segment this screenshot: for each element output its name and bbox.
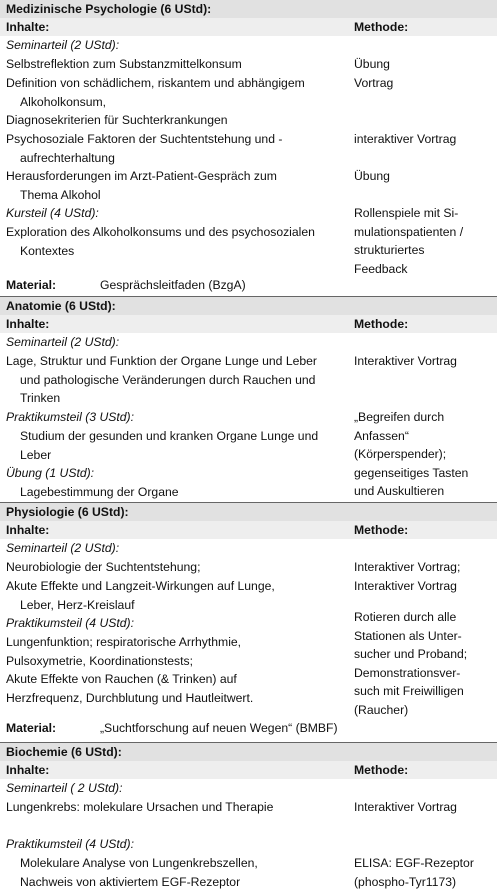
subsection-label: Praktikumsteil (3 UStd): bbox=[6, 410, 134, 424]
subsection-label: Seminarteil (2 UStd): bbox=[6, 541, 120, 555]
method-item: Interaktiver Vortrag bbox=[354, 354, 457, 368]
method-item: Interaktiver Vortrag bbox=[354, 579, 457, 593]
content-item: Psychosoziale Faktoren der Suchtentstehung und -aufrechterhaltung bbox=[6, 132, 283, 165]
content-item: Exploration des Alkoholkonsums und des psychosozialen Kontextes bbox=[6, 225, 315, 258]
material-value: „Suchtforschung auf neuen Wegen“ (BMBF) bbox=[100, 721, 338, 735]
method-item: Rollenspiele mit Si- mulationspatienten / strukturiertes Feedback bbox=[354, 206, 464, 276]
method-item: „Begreifen durch Anfassen“ (Körperspender); gegenseitiges Tasten und Auskultieren bbox=[354, 410, 469, 498]
content-item: Lage, Struktur und Funktion der Organe Lunge und Leber und pathologische Veränderungen durch Rauchen und Trinken bbox=[6, 354, 317, 405]
column-headers bbox=[0, 761, 497, 779]
content-item: Definition von schädlichem, riskantem und abhängigem Alkoholkonsum, bbox=[6, 76, 305, 109]
subsection-label: Praktikumsteil (4 UStd): bbox=[6, 837, 134, 851]
col-header-methode: Methode: bbox=[354, 523, 409, 537]
material-label: Material: bbox=[6, 721, 57, 735]
section-anatomie bbox=[0, 296, 497, 502]
subsection-label: Seminarteil (2 UStd): bbox=[6, 38, 120, 52]
method-item: Vortrag bbox=[354, 76, 394, 90]
material-label: Material: bbox=[6, 278, 57, 292]
column-headers bbox=[0, 315, 497, 333]
material-value: Gesprächsleitfaden (BzgA) bbox=[100, 278, 246, 292]
method-item: Rotieren durch alle Stationen als Unter- sucher und Proband; Demonstrationsver- such mit Freiwilligen (Raucher) bbox=[354, 610, 468, 717]
col-header-inhalte: Inhalte: bbox=[6, 20, 50, 34]
method-item: Übung bbox=[354, 57, 390, 71]
subsection-label: Seminarteil ( 2 UStd): bbox=[6, 781, 123, 795]
col-header-methode: Methode: bbox=[354, 763, 409, 777]
section-title: Medizinische Psychologie (6 UStd): bbox=[0, 0, 497, 18]
section-biochemie bbox=[0, 742, 497, 889]
method-item: Interaktiver Vortrag; bbox=[354, 560, 461, 574]
content-item: Herausforderungen im Arzt-Patient-Gespräch zum Thema Alkohol bbox=[6, 169, 277, 202]
column-headers bbox=[0, 521, 497, 539]
content-item: Lungenkrebs: molekulare Ursachen und Therapie bbox=[6, 800, 274, 814]
col-header-inhalte: Inhalte: bbox=[6, 523, 50, 537]
column-headers bbox=[0, 18, 497, 36]
content-item: Molekulare Analyse von Lungenkrebszellen, Nachweis von aktiviertem EGF-Rezeptor bbox=[20, 856, 258, 889]
col-header-inhalte: Inhalte: bbox=[6, 317, 50, 331]
subsection-label: Kursteil (4 UStd): bbox=[6, 206, 99, 220]
content-item: Lungenfunktion; respiratorische Arrhythmie, Pulsoxymetrie, Koordinationstests; Akute Effekte von Rauchen (& Trinken) auf Herzfrequenz, Durchblutung und Hautleitwert. bbox=[6, 635, 254, 705]
method-item: Übung bbox=[354, 169, 390, 183]
content-item: Selbstreflektion zum Substanzmittelkonsum bbox=[6, 57, 242, 71]
method-item: Interaktiver Vortrag bbox=[354, 800, 457, 814]
section-title: Biochemie (6 UStd): bbox=[0, 742, 497, 761]
content-item: Studium der gesunden und kranken Organe Lunge und Leber bbox=[20, 429, 319, 462]
content-item: Neurobiologie der Suchtentstehung; bbox=[6, 560, 201, 574]
col-header-methode: Methode: bbox=[354, 317, 409, 331]
method-item: interaktiver Vortrag bbox=[354, 132, 457, 146]
subsection-label: Übung (1 UStd): bbox=[6, 466, 95, 480]
section-physiologie bbox=[0, 502, 497, 742]
method-item: ELISA: EGF-Rezeptor (phospho-Tyr1173) bbox=[354, 856, 474, 889]
col-header-methode: Methode: bbox=[354, 20, 409, 34]
section-title: Anatomie (6 UStd): bbox=[0, 296, 497, 315]
content-item: Lagebestimmung der Organe bbox=[20, 485, 179, 499]
content-item: Diagnosekriterien für Suchterkrankungen bbox=[6, 113, 228, 127]
content-item: Akute Effekte und Langzeit-Wirkungen auf Lunge, Leber, Herz-Kreislauf bbox=[6, 579, 275, 612]
section-medizinische-psychologie bbox=[0, 0, 497, 296]
col-header-inhalte: Inhalte: bbox=[6, 763, 50, 777]
section-title: Physiologie (6 UStd): bbox=[0, 502, 497, 521]
subsection-label: Seminarteil (2 UStd): bbox=[6, 335, 120, 349]
subsection-label: Praktikumsteil (4 UStd): bbox=[6, 616, 134, 630]
